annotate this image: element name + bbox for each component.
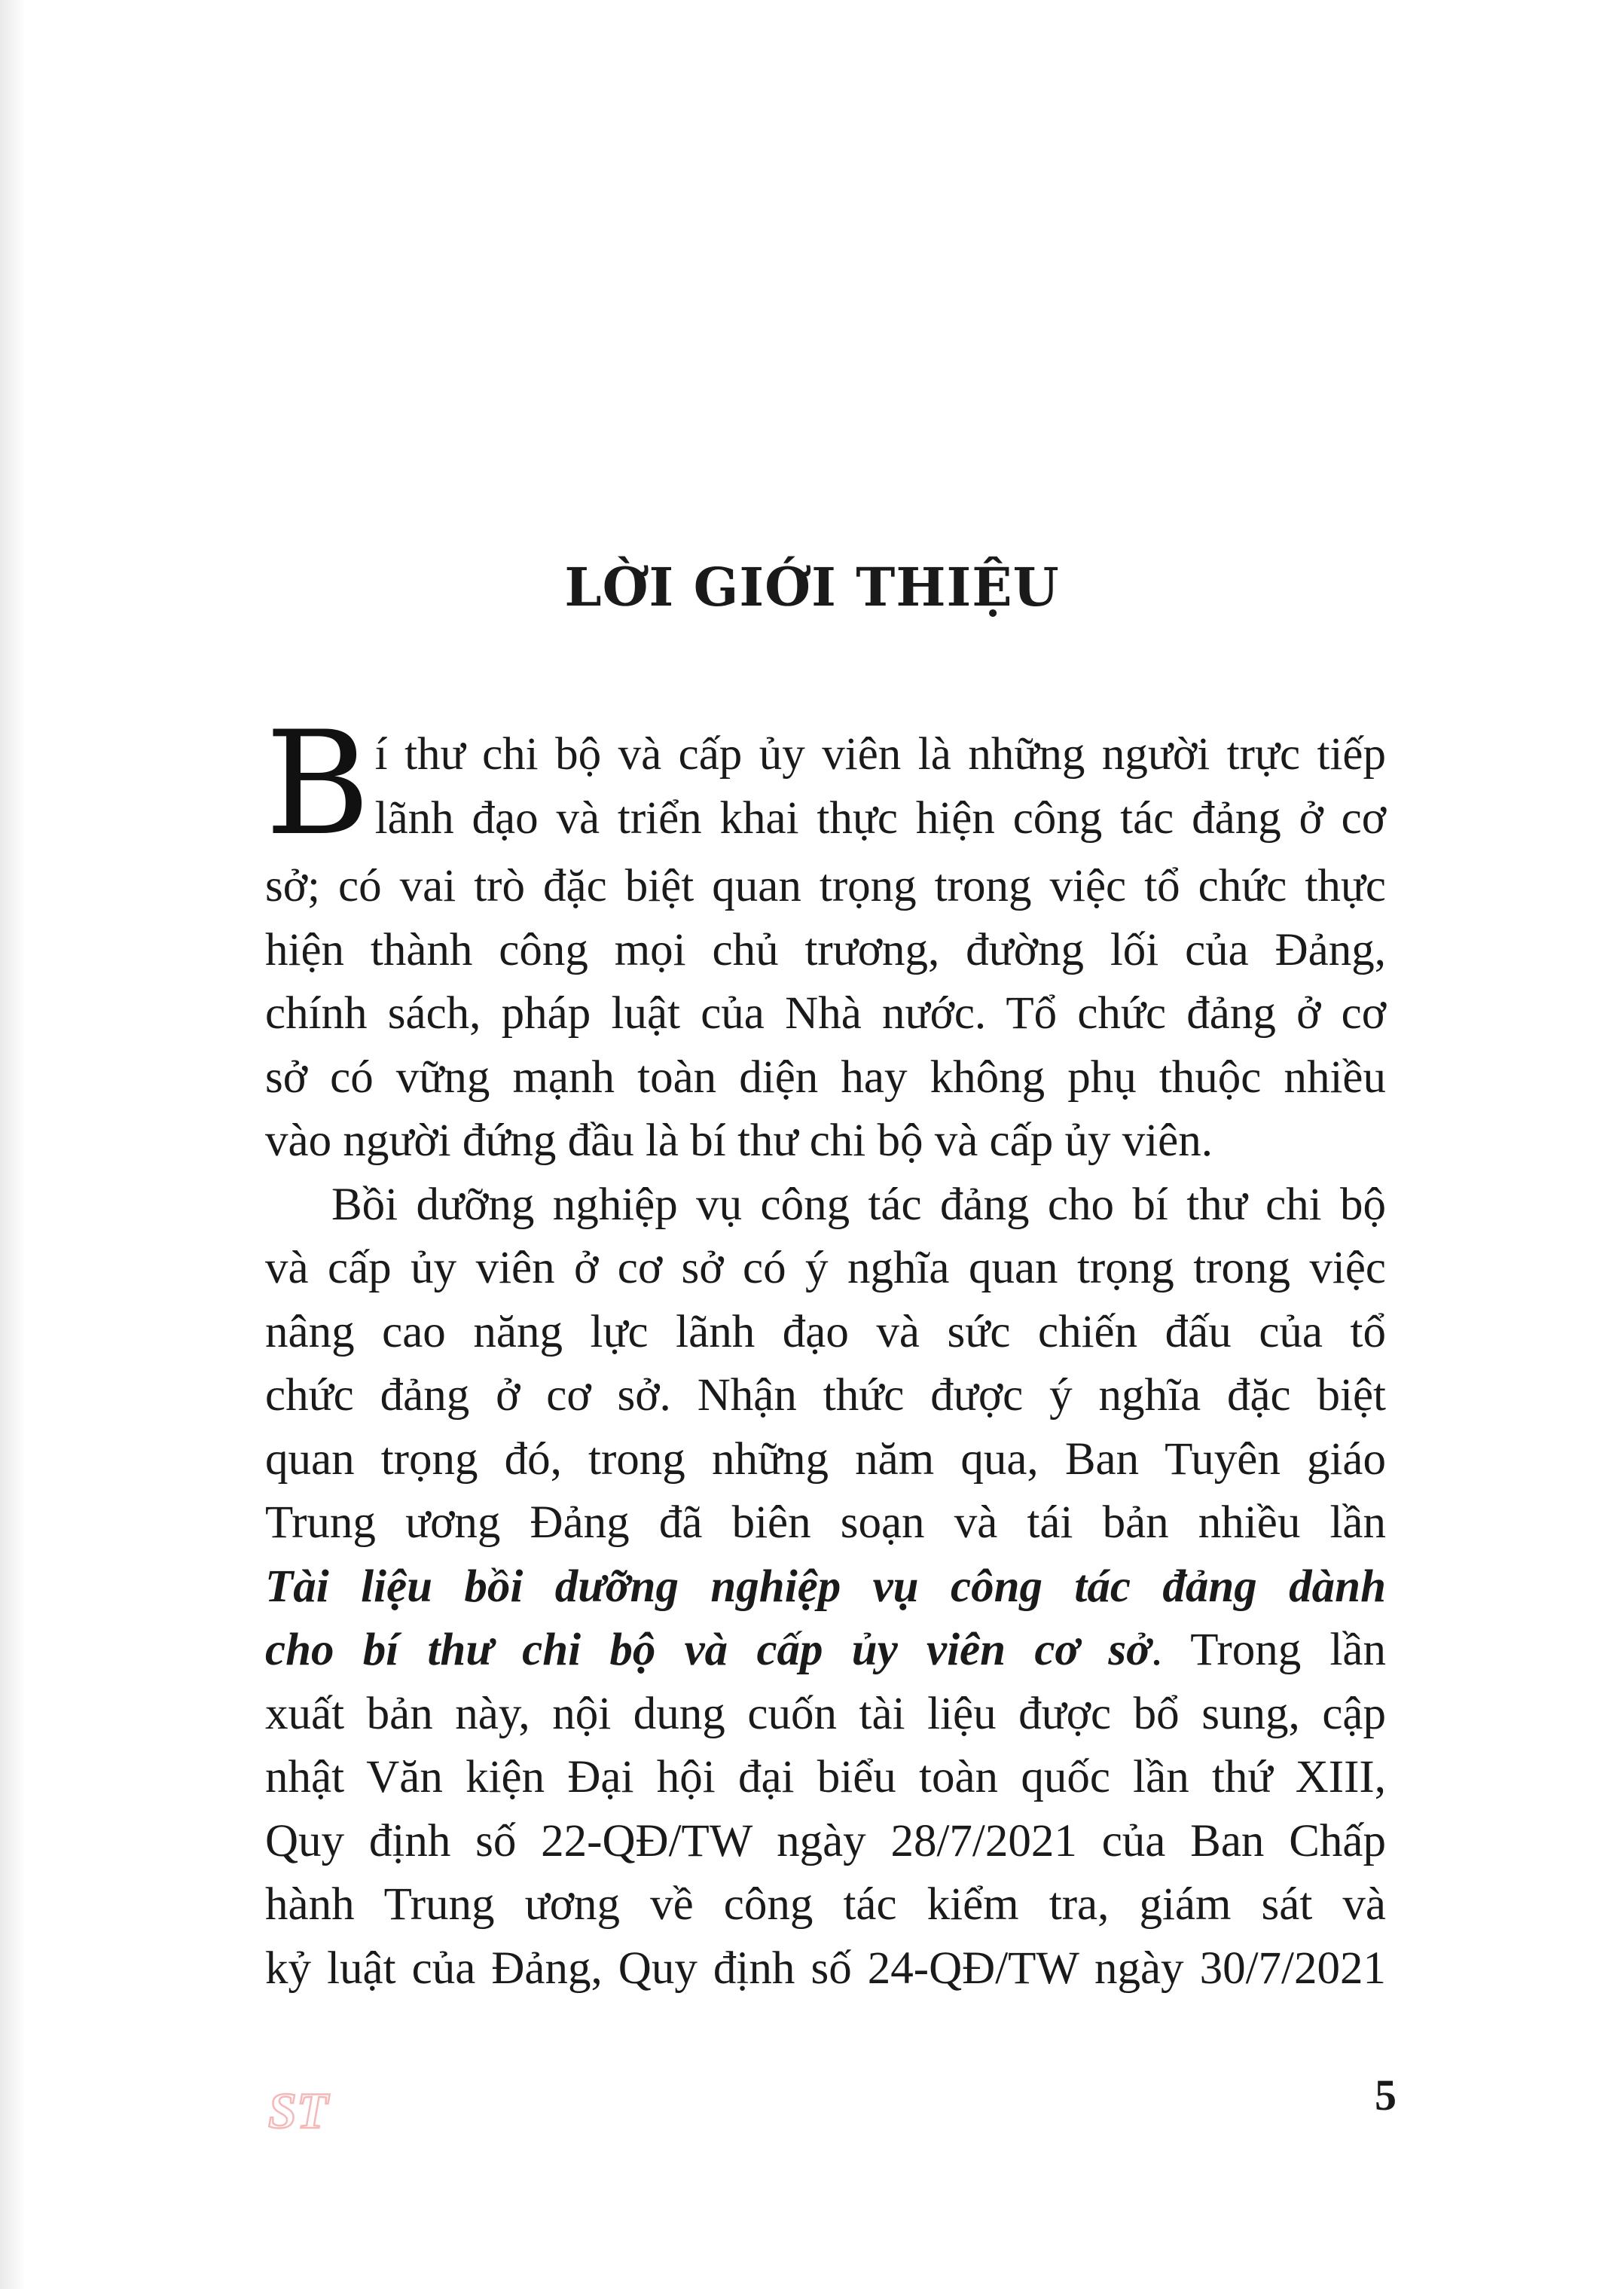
text-line: nâng cao năng lực lãnh đạo và sức chiến đấu của tổ bbox=[265, 1306, 1386, 1357]
text-line: xuất bản này, nội dung cuốn tài liệu được bổ sung, cập bbox=[265, 1688, 1386, 1739]
text-line: hiện thành công mọi chủ trương, đường lối của Đảng, bbox=[265, 924, 1386, 975]
page-edge-shadow bbox=[0, 0, 26, 2289]
text-line: và cấp ủy viên ở cơ sở có ý nghĩa quan trọng trong việc bbox=[265, 1243, 1386, 1293]
text-line: sở; có vai trò đặc biệt quan trọng trong việc tổ chức thực bbox=[265, 861, 1386, 911]
drop-cap-lines bbox=[375, 723, 1386, 850]
text-line: kỷ luật của Đảng, Quy định số 24-QĐ/TW ngày 30/7/2021 bbox=[265, 1943, 1386, 1994]
publisher-logo bbox=[264, 2075, 331, 2143]
publisher-logo-text: ST bbox=[268, 2082, 328, 2139]
text-line: Trung ương Đảng đã biên soạn và tái bản nhiều lần bbox=[265, 1497, 1386, 1548]
text-line bbox=[265, 1619, 1386, 1683]
text-line: Bồi dưỡng nghiệp vụ công tác đảng cho bí thư chi bộ bbox=[331, 1179, 1386, 1230]
text-line: hành Trung ương về công tác kiểm tra, giám sát và bbox=[265, 1879, 1386, 1930]
text-line: sở có vững mạnh toàn diện hay không phụ thuộc nhiều bbox=[265, 1051, 1386, 1103]
intro-text bbox=[265, 700, 1386, 2001]
first-paragraph-opening bbox=[265, 700, 1386, 867]
text-line: í thư chi bộ và cấp ủy viên là những người trực tiếp bbox=[374, 729, 1386, 780]
text-line: nhật Văn kiện Đại hội đại biểu toàn quốc lần thứ XIII, bbox=[265, 1752, 1386, 1802]
text-line: lãnh đạo và triển khai thực hiện công tác đảng ở cơ bbox=[374, 792, 1386, 844]
page-number: 5 bbox=[1375, 2071, 1397, 2120]
drop-cap: B bbox=[265, 700, 371, 867]
text-line: chính sách, pháp luật của Nhà nước. Tổ chức đảng ở cơ bbox=[265, 988, 1386, 1039]
text-line: Quy định số 22-QĐ/TW ngày 28/7/2021 của Ban Chấp bbox=[265, 1815, 1386, 1866]
book-title-line: Tài liệu bồi dưỡng nghiệp vụ công tác đảng dành bbox=[265, 1561, 1386, 1612]
text-fragment: . Trong lần bbox=[1150, 1625, 1386, 1675]
book-title-line: cho bí thư chi bộ và cấp ủy viên cơ sở bbox=[265, 1625, 1151, 1675]
text-line: vào người đứng đầu là bí thư chi bộ và cấp ủy viên. bbox=[265, 1116, 1213, 1166]
text-line: chức đảng ở cơ sở. Nhận thức được ý nghĩa đặc biệt bbox=[265, 1370, 1386, 1421]
page-title: LỜI GIỚI THIỆU bbox=[564, 556, 1060, 618]
text-line: quan trọng đó, trong những năm qua, Ban Tuyên giáo bbox=[265, 1433, 1386, 1485]
